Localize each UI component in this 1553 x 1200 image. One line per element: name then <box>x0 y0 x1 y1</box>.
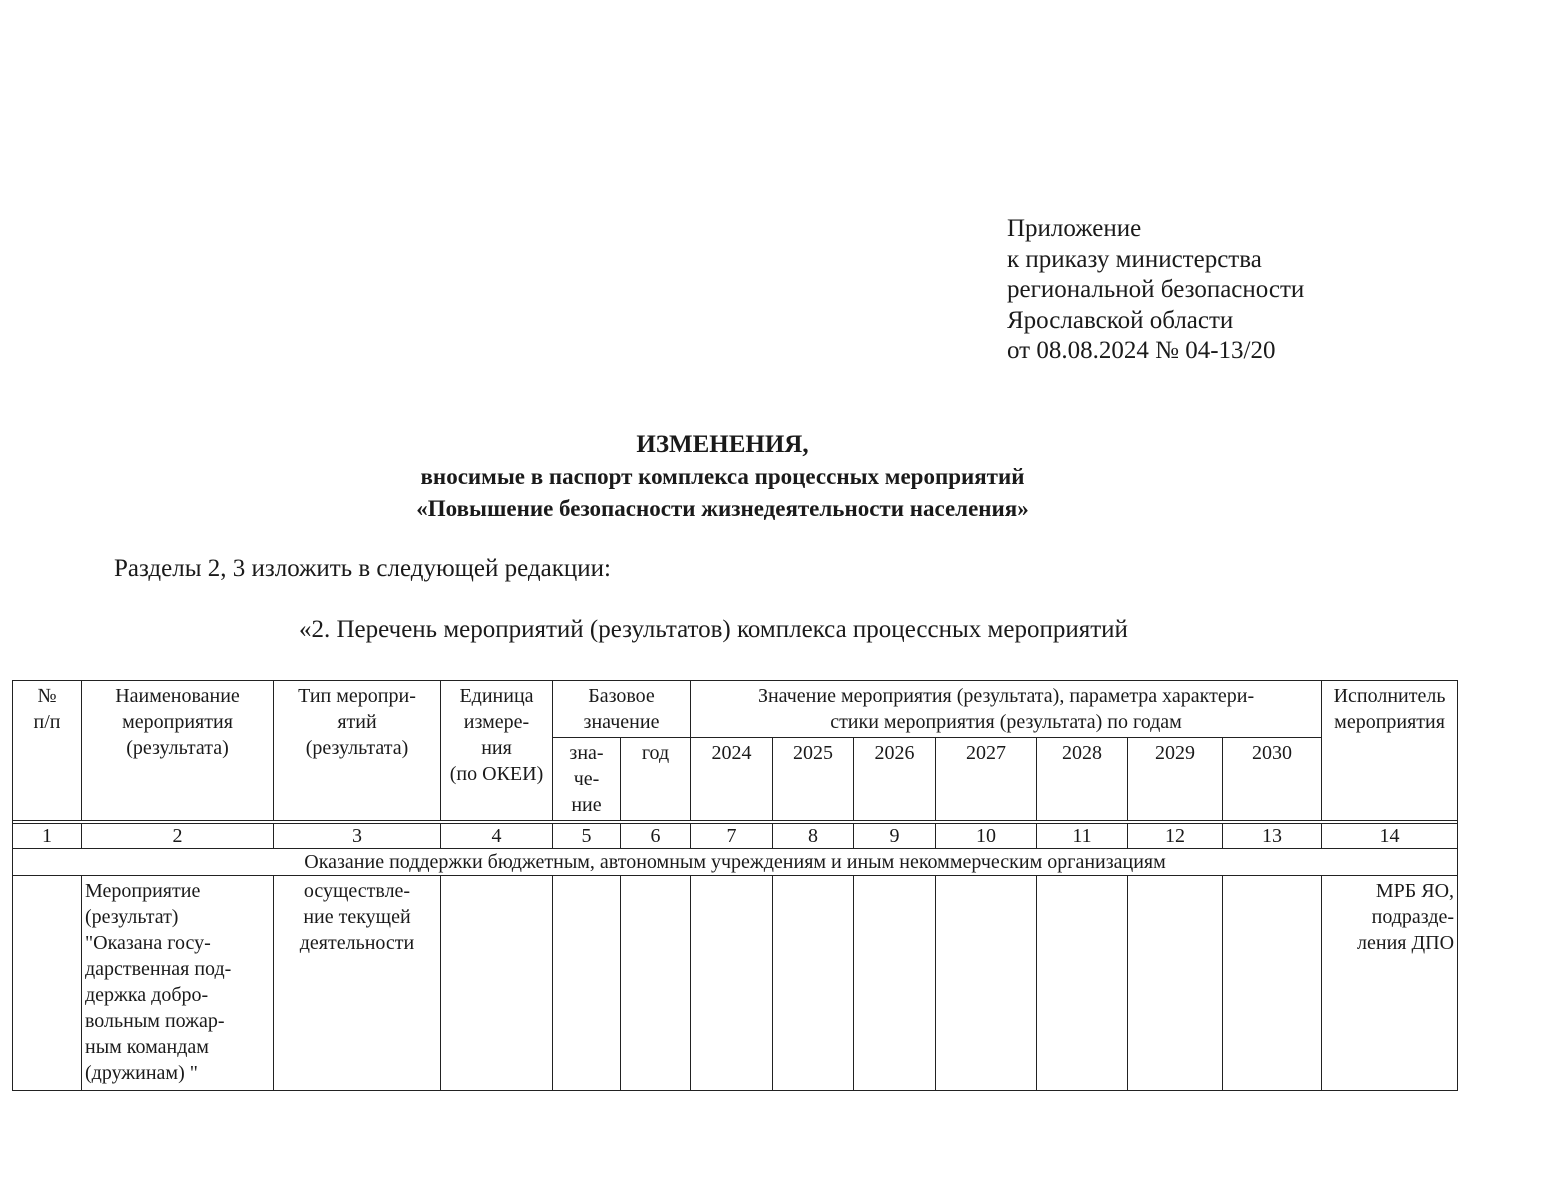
column-number: 3 <box>274 824 441 849</box>
header-year: 2029 <box>1128 738 1223 821</box>
column-number-row <box>13 824 1458 849</box>
cell-value <box>854 876 936 1091</box>
column-number: 13 <box>1223 824 1322 849</box>
cell-base-value <box>553 876 621 1091</box>
header-num: № п/п <box>13 681 82 821</box>
header-year: 2024 <box>691 738 773 821</box>
title-line-3: «Повышение безопасности жизнедеятельности населения» <box>416 496 1029 521</box>
cell-value <box>1128 876 1223 1091</box>
column-number: 8 <box>773 824 854 849</box>
intro-text: Разделы 2, 3 изложить в следующей редакции: <box>114 555 611 582</box>
column-number: 9 <box>854 824 936 849</box>
measures-table <box>12 680 1458 1091</box>
cell-num <box>13 876 82 1091</box>
column-number: 11 <box>1037 824 1128 849</box>
cell-value <box>773 876 854 1091</box>
cell-type: осуществле- ние текущей деятельности <box>274 876 441 1091</box>
header-name: Наименование мероприятия (результата) <box>82 681 274 821</box>
column-number: 7 <box>691 824 773 849</box>
section-title-row <box>13 849 1458 876</box>
table-header-row <box>13 681 1458 738</box>
section-heading: «2. Перечень мероприятий (результатов) комплекса процессных мероприятий <box>299 616 1128 643</box>
cell-base-year <box>621 876 691 1091</box>
section-title: Оказание поддержки бюджетным, автономным учреждениям и иным некоммерческим организациям <box>13 849 1458 876</box>
cell-name: Мероприятие (результат) "Оказана госу- дарственная под- держка добро- вольным пожар- ным командам (дружинам) " <box>82 876 274 1091</box>
cell-unit <box>441 876 553 1091</box>
cell-value <box>691 876 773 1091</box>
cell-value <box>1037 876 1128 1091</box>
column-number: 2 <box>82 824 274 849</box>
title-line-2: вносимые в паспорт комплекса процессных мероприятий <box>420 464 1025 489</box>
column-number: 1 <box>13 824 82 849</box>
header-base-value: зна- че- ние <box>553 738 621 821</box>
title-main: ИЗМЕНЕНИЯ, <box>636 431 809 458</box>
column-number: 12 <box>1128 824 1223 849</box>
column-number: 4 <box>441 824 553 849</box>
table-row <box>13 876 1458 1091</box>
document-title <box>0 428 1445 525</box>
column-number: 6 <box>621 824 691 849</box>
appendix-block <box>1007 214 1304 367</box>
appendix-line: Приложение <box>1007 215 1142 242</box>
header-year: 2030 <box>1223 738 1322 821</box>
cell-value <box>1223 876 1322 1091</box>
header-type: Тип меропри- ятий (результата) <box>274 681 441 821</box>
header-year: 2028 <box>1037 738 1128 821</box>
column-number: 5 <box>553 824 621 849</box>
header-base-year: год <box>621 738 691 821</box>
header-year: 2026 <box>854 738 936 821</box>
header-values-group: Значение мероприятия (результата), параметра характери- стики мероприятия (результата) по годам <box>691 681 1322 738</box>
appendix-line: к приказу министерства <box>1007 245 1262 273</box>
cell-executor: МРБ ЯО, подразде- ления ДПО <box>1322 876 1458 1091</box>
appendix-line: региональной безопасности <box>1007 276 1305 303</box>
column-number: 14 <box>1322 824 1458 849</box>
header-year: 2027 <box>936 738 1037 821</box>
cell-value <box>936 876 1037 1091</box>
header-base: Базовое значение <box>553 681 691 738</box>
header-executor: Исполнитель мероприятия <box>1322 681 1458 821</box>
appendix-line: от 08.08.2024 № 04-13/20 <box>1007 337 1276 364</box>
column-number: 10 <box>936 824 1037 849</box>
header-unit: Единица измере- ния (по ОКЕИ) <box>441 681 553 821</box>
header-year: 2025 <box>773 738 854 821</box>
appendix-line: Ярославской области <box>1007 306 1234 334</box>
